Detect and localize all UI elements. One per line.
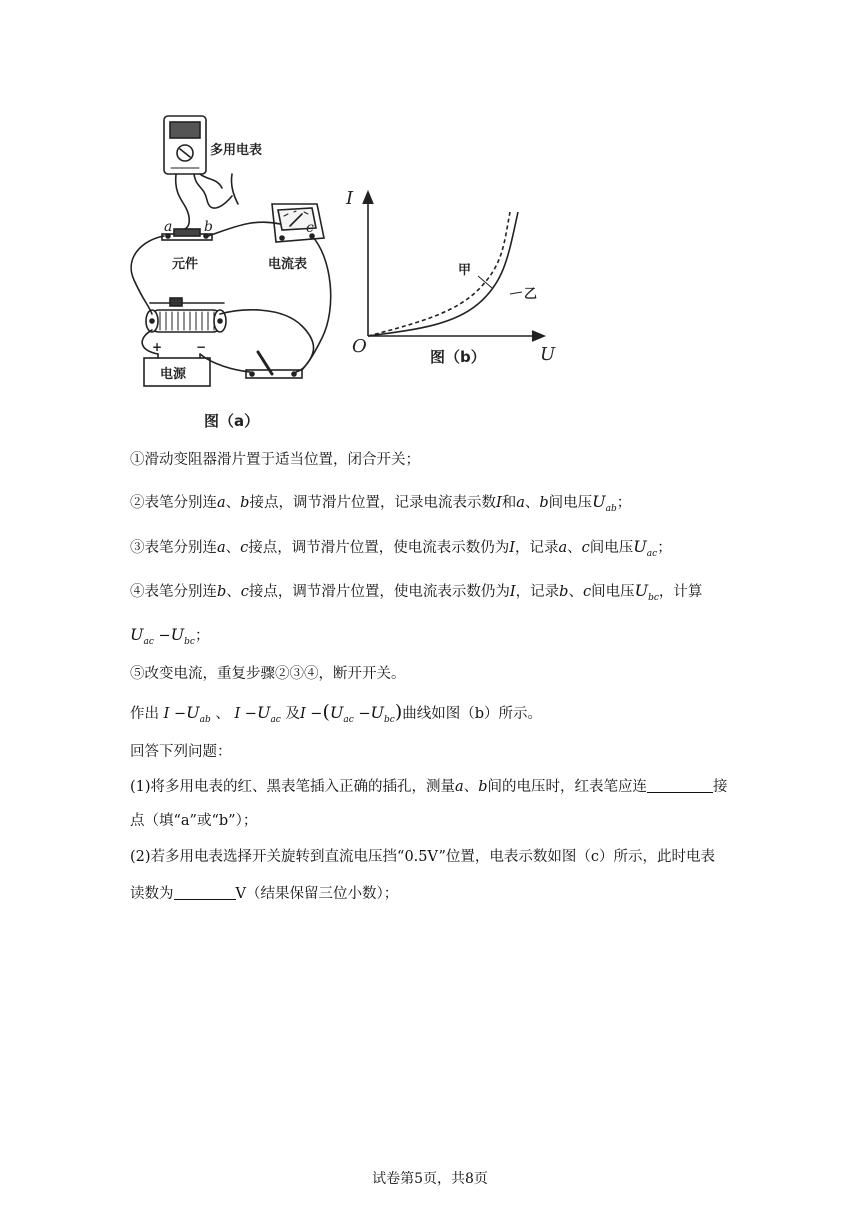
- step-4: ④表笔分别连b、c接点，调节滑片位置，使电流表示数仍为I，记录b、c间电压$U_{bc}$，计算: [130, 581, 703, 603]
- question-2-line-1: (2)若多用电表选择开关旋转到直流电压挡“0.5V”位置，电表示数如图（c）所示，此时电表: [130, 849, 716, 865]
- figure-b-caption: 图（b）: [430, 348, 486, 366]
- plot-sentence: 作出 $I -U_{ab}$ 、 $I -U_{ac}$ 及$I -(U_{ac} -U_{bc})$曲线如图（b）所示。: [130, 701, 543, 725]
- figures: [112, 108, 572, 438]
- ammeter-label: 电流表: [268, 257, 308, 272]
- axis-label-i: I: [346, 188, 354, 209]
- step-3: ③表笔分别连a、c接点，调节滑片位置，使电流表示数仍为I，记录a、c间电压$U_{ac}$；: [130, 537, 672, 559]
- plus-sign: +: [152, 340, 163, 354]
- step-5: ⑤改变电流，重复步骤②③④，断开开关。: [130, 666, 406, 682]
- axis-label-u: U: [540, 344, 556, 365]
- circuit-and-graph: [112, 108, 572, 438]
- step-1: ①滑动变阻器滑片置于适当位置，闭合开关；: [130, 452, 420, 468]
- multimeter-label: 多用电表: [210, 143, 263, 158]
- questions-intro: 回答下列问题：: [130, 744, 232, 760]
- power-label: 电源: [160, 367, 187, 382]
- curve-yi: [368, 212, 518, 336]
- terminal-b: b: [204, 219, 213, 235]
- terminal-c: c: [306, 220, 314, 236]
- curve-jia-label: 甲: [458, 263, 472, 278]
- origin-label: O: [352, 336, 367, 357]
- component-label: 元件: [172, 257, 199, 272]
- answer-blank-1[interactable]: [647, 777, 713, 793]
- terminal-a: a: [164, 219, 173, 235]
- step-2: ②表笔分别连a、b接点，调节滑片位置，记录电流表示数I和a、b间电压$U_{ab}$；: [130, 492, 632, 514]
- curve-jia: [368, 212, 510, 336]
- question-2-line-2: 读数为 V（结果保留三位小数）；: [130, 886, 399, 902]
- question-1-line-2: 点（填“a”或“b”）；: [130, 813, 258, 829]
- answer-blank-2[interactable]: [174, 884, 236, 900]
- page-footer: 试卷第5页，共8页: [372, 1171, 488, 1187]
- figure-a-caption: 图（a）: [204, 412, 260, 430]
- step-4-formula: $U_{ac} -U_{bc}$；: [130, 625, 210, 647]
- question-1-line-1: (1)将多用电表的红、黑表笔插入正确的插孔，测量a、b间的电压时，红表笔应连 接: [130, 779, 728, 795]
- curve-yi-label: 乙: [524, 287, 538, 302]
- minus-sign: −: [196, 340, 207, 354]
